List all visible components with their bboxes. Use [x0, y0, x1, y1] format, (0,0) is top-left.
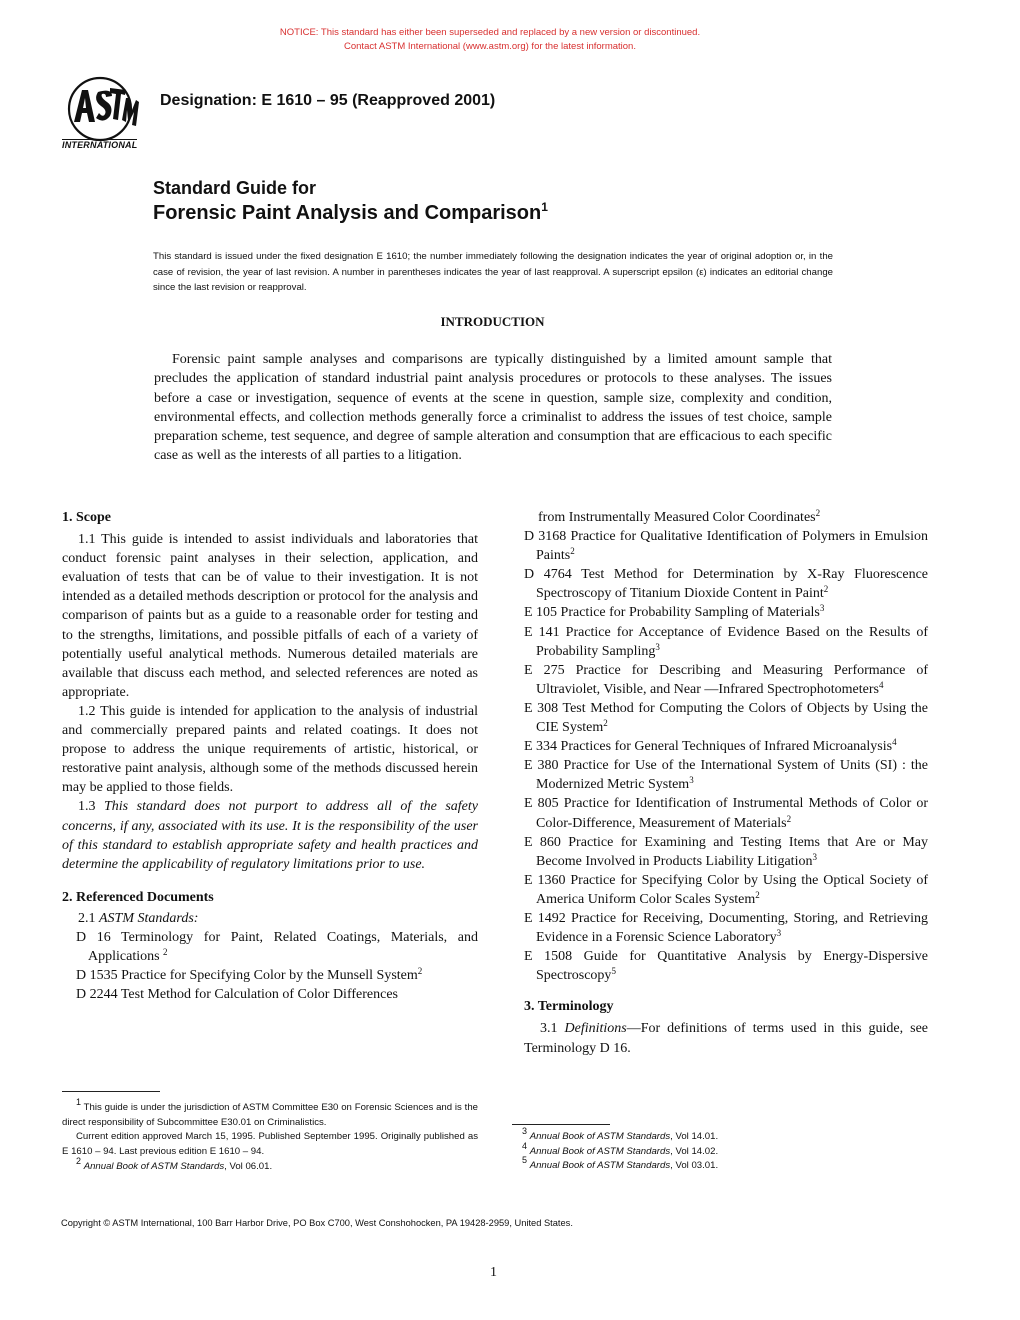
footnote-1-text: This guide is under the jurisdiction of ASTM Committee E30 on Forensic Sciences and is the direct responsibility of Subcommittee E30.01 on Criminalistics.: [62, 1102, 478, 1128]
ref-item-sup: 2: [163, 947, 168, 958]
ref-item: [524, 699, 928, 737]
ref-item-text: E 380 Practice for Use of the International System of Units (SI) : the Modernized Metric System: [524, 758, 928, 793]
ref-item-sup: 2: [823, 584, 829, 595]
ref-continuation-text: from Instrumentally Measured Color Coordinates: [538, 510, 816, 525]
footnotes-left: [62, 1097, 478, 1175]
ref-item-sup: 3: [812, 851, 817, 862]
notice-line-2: Contact ASTM International (www.astm.org) for the latest information.: [344, 41, 636, 52]
ref-continuation-sup: 2: [815, 508, 821, 518]
astm-logo: [60, 76, 146, 152]
ref-item: [62, 985, 478, 1004]
scope-1-3-number: 1.3: [78, 799, 96, 815]
ref-item-sup: 4: [892, 737, 897, 748]
terminology-heading: 3. Terminology: [524, 999, 614, 1015]
footnote-4: [512, 1140, 928, 1160]
ref-item-text: E 141 Practice for Acceptance of Evidence Based on the Results of Probability Sampling: [524, 624, 928, 659]
introduction-text: Forensic paint sample analyses and comparisons are typically distinguished by a limited amount sample that precludes the application of standard industrial paint analysis procedures or protocols to these analyses. The issues before a case or investigation, sequence of events at the scene in question, sample size, complexity and condition, environmental effects, and collection methods generally force a criminalist to address the issues of test choice, sample preparation scheme, test sequence, and degree of sample alteration and consumption that are efficacious to each specific case as well as the interests of all parties to a litigation.: [154, 352, 832, 464]
ref-item-text: E 334 Practices for General Techniques of Infrared Microanalysis: [524, 739, 893, 755]
footnotes-right: [512, 1126, 928, 1174]
ref-item-sup: 2: [786, 813, 792, 824]
ref-item: [524, 794, 928, 832]
ref-item-sup: 2: [603, 718, 608, 729]
footnote-rule-right: [512, 1124, 610, 1125]
issuance-statement: This standard is issued under the fixed designation E 1610; the number immediately following the designation indicates the year of original adoption or, in the case of revision, the year of last revision. A number in parentheses indicates the year of last reapproval. A superscript epsilon (ε) indicates an editorial change since the last revision or reapproval.: [153, 251, 833, 293]
referenced-heading: 2. Referenced Documents: [62, 889, 214, 905]
footnote-3: [512, 1126, 928, 1145]
footnote-3-book: Annual Book of ASTM Standards: [529, 1131, 671, 1142]
ref-item-text: E 308 Test Method for Computing the Colors of Objects by Using the CIE System: [524, 700, 928, 736]
referenced-2-1: [62, 909, 478, 928]
ref-item-sup: 3: [689, 775, 694, 786]
referenced-2-1-number: 2.1: [78, 910, 96, 926]
page-number: 1: [490, 1265, 497, 1280]
ref-item-text: D 2244 Test Method for Calculation of Color Differences: [76, 987, 398, 1003]
ref-item: [524, 603, 928, 622]
ref-item: [62, 966, 478, 985]
footnote-5-vol: , Vol 03.01.: [670, 1160, 719, 1172]
ref-item: [524, 737, 928, 756]
footnote-rule-left: [62, 1091, 160, 1092]
ref-item: [524, 565, 928, 603]
left-column: [62, 508, 478, 1004]
ref-item: [62, 928, 478, 966]
referenced-2-1-label: ASTM Standards:: [99, 910, 199, 926]
ref-item-text: E 1492 Practice for Receiving, Documenting, Storing, and Retrieving Evidence in a Forensic Science Laboratory: [524, 910, 928, 946]
footnote-2-num: 2: [76, 1155, 82, 1166]
ref-item-text: E 1508 Guide for Quantitative Analysis by Energy-Dispersive Spectroscopy: [524, 949, 928, 984]
introduction-heading: INTRODUCTION: [440, 314, 545, 329]
footnote-4-num: 4: [522, 1140, 528, 1151]
terminology-text: —For definitions of terms used in this guide, see Terminology D 16.: [524, 1021, 929, 1056]
ref-item-sup: 4: [878, 679, 884, 690]
footnote-4-book: Annual Book of ASTM Standards: [529, 1145, 671, 1157]
footnote-1: [62, 1097, 478, 1130]
ref-item-sup: 3: [776, 928, 782, 939]
scope-1-3-text: This standard does not purport to address all of the safety concerns, if any, associated with its use. It is the responsibility of the user of this standard to establish appropriate safety and health practices and determine the applicability of regulatory limitations prior to use.: [62, 799, 478, 872]
footnote-2-book: Annual Book of ASTM Standards: [83, 1160, 225, 1172]
scope-heading: 1. Scope: [62, 510, 111, 525]
page-title: [153, 202, 548, 225]
ref-item-text: D 4764 Test Method for Determination by X-Ray Fluorescence Spectroscopy of Titanium Dioxide Content in Paint: [524, 567, 928, 602]
ref-item-text: E 860 Practice for Examining and Testing Items that Are or May Become Involved in Products Liability Litigation: [524, 834, 928, 869]
footnote-5: [512, 1155, 928, 1174]
ref-item: [524, 909, 928, 947]
right-column: [524, 508, 928, 1058]
ref-item-text: E 105 Practice for Probability Sampling of Materials: [524, 605, 820, 621]
footnote-1-edition: Current edition approved March 15, 1995. Published September 1995. Originally published as E 1610 – 94. Last previous edition E 1610 – 94.: [62, 1131, 478, 1158]
title-footnote-marker: 1: [541, 200, 548, 214]
footnote-2: [62, 1155, 478, 1175]
footnote-2-vol: , Vol 06.01.: [224, 1160, 273, 1172]
footnote-3-vol: , Vol 14.01.: [670, 1131, 719, 1142]
ref-item: [524, 623, 928, 661]
footnote-4-vol: , Vol 14.02.: [670, 1145, 719, 1157]
ref-item-text: D 3168 Practice for Qualitative Identification of Polymers in Emulsion Paints: [524, 529, 928, 564]
ref-item: [524, 833, 928, 871]
ref-item-sup: 5: [611, 966, 616, 977]
introduction: [154, 350, 832, 466]
title-line-2: Forensic Paint Analysis and Comparison: [153, 202, 542, 224]
scope-1-1: 1.1 This guide is intended to assist individuals and laboratories that conduct forensic paint analyses in their selection, application, and evaluation of tests that can be of value to their investigation. It is not intended as a detailed methods description or protocol for the analysis and comparison of paints but as a guide to a reasonable order for testing and to the strengths, limitations, and possible pitfalls of each of a variety of potentially useful analytical methods. Numerous detailed materials are available that discuss each method, and selected references are noted as appropriate.: [62, 532, 478, 700]
ref-item: [524, 871, 928, 909]
ref-item-text: E 1360 Practice for Specifying Color by Using the Optical Society of America Uniform Color Scales System: [524, 872, 928, 907]
title-line-1: Standard Guide for: [153, 178, 317, 198]
ref-item-sup: 2: [570, 546, 575, 557]
terminology-term: Definitions: [564, 1021, 627, 1037]
footnote-5-num: 5: [522, 1155, 528, 1166]
ref-item-sup: 2: [755, 889, 760, 900]
ref-item-sup: 3: [819, 603, 825, 614]
ref-item-text: E 805 Practice for Identification of Instrumental Methods of Color or Color-Difference, Measurement of Materials: [524, 796, 928, 831]
designation: Designation: E 1610 – 95 (Reapproved 2001): [160, 92, 496, 109]
ref-item-text: D 16 Terminology for Paint, Related Coatings, Materials, and Applications: [76, 929, 478, 965]
scope-1-3: [62, 797, 478, 873]
scope-1-2: 1.2 This guide is intended for application to the analysis of industrial and commercially prepared paints and related coatings. It does not propose to address the unique requirements of artistic, historical, or restorative paint analysis, although some of the methods discussed herein may be applied to those fields.: [62, 703, 478, 796]
notice-line-1: NOTICE: This standard has either been superseded and replaced by a new version or discontinued.: [279, 27, 701, 38]
logo-label: INTERNATIONAL: [62, 140, 138, 150]
ref-continuation: [524, 508, 928, 527]
ref-item-text: D 1535 Practice for Specifying Color by the Munsell System: [76, 968, 418, 984]
footnote-1-num: 1: [76, 1097, 82, 1107]
ref-item-text: E 275 Practice for Describing and Measuring Performance of Ultraviolet, Visible, and Near —Infrared Spectrophotometers: [524, 662, 928, 697]
terminology-3-1: [524, 1019, 928, 1057]
ref-item: [524, 527, 928, 565]
ref-item-sup: 2: [417, 966, 423, 977]
ref-item: [524, 756, 928, 794]
footnote-3-num: 3: [522, 1126, 528, 1136]
ref-item-sup: 3: [655, 641, 660, 652]
footnote-5-book: Annual Book of ASTM Standards: [529, 1160, 671, 1172]
ref-item: [524, 661, 928, 699]
terminology-3-1-number: 3.1: [540, 1021, 558, 1037]
copyright: Copyright © ASTM International, 100 Barr Harbor Drive, PO Box C700, West Conshohocken, PA 19428-2959, United States.: [61, 1218, 573, 1228]
ref-item: [524, 947, 928, 985]
